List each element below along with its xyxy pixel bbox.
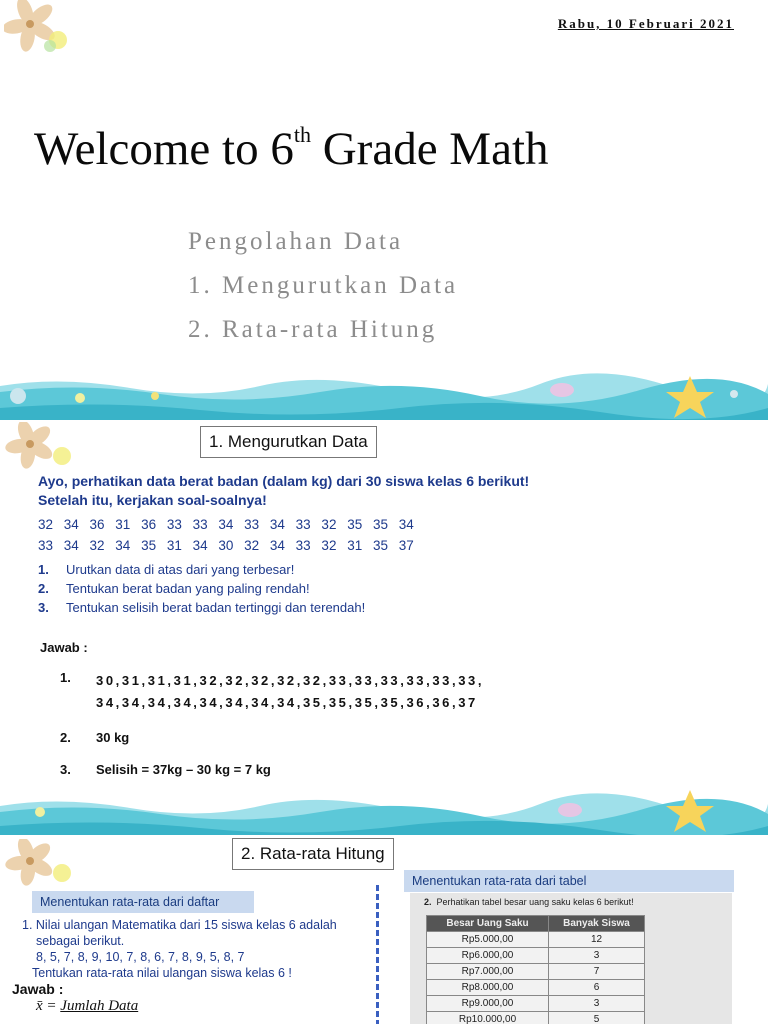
answer-item: 3. Selisih = 37kg – 30 kg = 7 kg (60, 762, 271, 777)
table-photo (410, 893, 732, 1024)
question-intro-line: Setelah itu, kerjakan soal-soalnya! (38, 492, 267, 508)
dashed-divider (376, 885, 379, 1024)
table-row: Rp9.000,00 3 (427, 996, 645, 1012)
pinwheel-flower-icon (4, 422, 84, 478)
allowance-table (426, 915, 645, 1024)
question-list (38, 560, 365, 617)
table-row: Rp5.000,00 12 (427, 932, 645, 948)
answer-item: 1. 30,31,31,31,32,32,32,32,32,33,33,33,33,33,33, 34,34,34,34,34,34,34,34,35,35,35,35,36,36,37 (60, 670, 484, 714)
subtitle-list (188, 228, 458, 360)
question-item: 3. Tentukan selisih berat badan tertinggi dan terendah! (38, 600, 366, 615)
subtitle-item: Pengolahan Data (188, 228, 404, 255)
formula-numerator: Jumlah Data (60, 998, 139, 1014)
problem-line: sebagai berikut. (36, 934, 125, 948)
pinwheel-flower-icon (4, 839, 84, 895)
table-row: Rp8.000,00 6 (427, 980, 645, 996)
date-label: Rabu, 10 Februari 2021 (557, 16, 734, 31)
question-intro (38, 472, 529, 510)
slide-title (0, 0, 768, 420)
subtitle-item: 1. Mengurutkan Data (188, 272, 459, 299)
answer-label: Jawab : (12, 981, 64, 997)
label-table: Menentukan rata-rata dari tabel (404, 870, 734, 892)
column-header: Banyak Siswa (549, 916, 645, 932)
section-heading: 1. Mengurutkan Data (200, 426, 377, 458)
table-row: Rp7.000,00 7 (427, 964, 645, 980)
wave-border (0, 780, 768, 835)
slide-rata-rata-hitung (0, 835, 768, 1024)
subtitle-item: 2. Rata-rata Hitung (188, 316, 438, 343)
table-header-row (427, 916, 645, 932)
wave-border (0, 368, 768, 420)
page-title: Welcome to 6th Grade Math (34, 122, 549, 175)
answer-label: Jawab : (40, 640, 88, 655)
photo-title: 2. Perhatikan tabel besar uang saku kelas 6 berikut! (424, 897, 634, 907)
data-row: 33 34 32 34 35 31 34 30 32 34 33 32 31 35 37 (38, 538, 414, 553)
formula-lhs: x̄ = (36, 998, 57, 1014)
problem-line: 8, 5, 7, 8, 9, 10, 7, 8, 6, 7, 8, 9, 5, 8, 7 (36, 950, 245, 964)
column-header: Besar Uang Saku (427, 916, 549, 932)
section-heading: 2. Rata-rata Hitung (232, 838, 394, 870)
mean-formula (36, 998, 138, 1015)
problem-text (22, 917, 337, 981)
question-intro-line: Ayo, perhatikan data berat badan (dalam kg) dari 30 siswa kelas 6 berikut! (38, 473, 530, 489)
answer-line: 34,34,34,34,34,34,34,34,35,35,35,35,36,36,37 (96, 695, 478, 710)
pinwheel-flower-icon (4, 0, 84, 60)
data-row: 32 34 36 31 36 33 33 34 33 34 33 32 35 35 34 (38, 517, 414, 532)
table-row: Rp6.000,00 3 (427, 948, 645, 964)
answer-line: 30,31,31,31,32,32,32,32,32,33,33,33,33,33,33, (96, 673, 485, 688)
question-item: 1. Urutkan data di atas dari yang terbesar! (38, 562, 295, 577)
label-list: Menentukan rata-rata dari daftar (32, 891, 254, 913)
question-item: 2. Tentukan berat badan yang paling rendah! (38, 581, 310, 596)
table-row: Rp10.000,00 5 (427, 1012, 645, 1024)
answer-item: 2. 30 kg (60, 730, 130, 745)
problem-line: 1. Nilai ulangan Matematika dari 15 siswa kelas 6 adalah (22, 918, 337, 932)
slide-mengurutkan-data (0, 420, 768, 835)
problem-line: Tentukan rata-rata nilai ulangan siswa kelas 6 ! (32, 966, 292, 980)
